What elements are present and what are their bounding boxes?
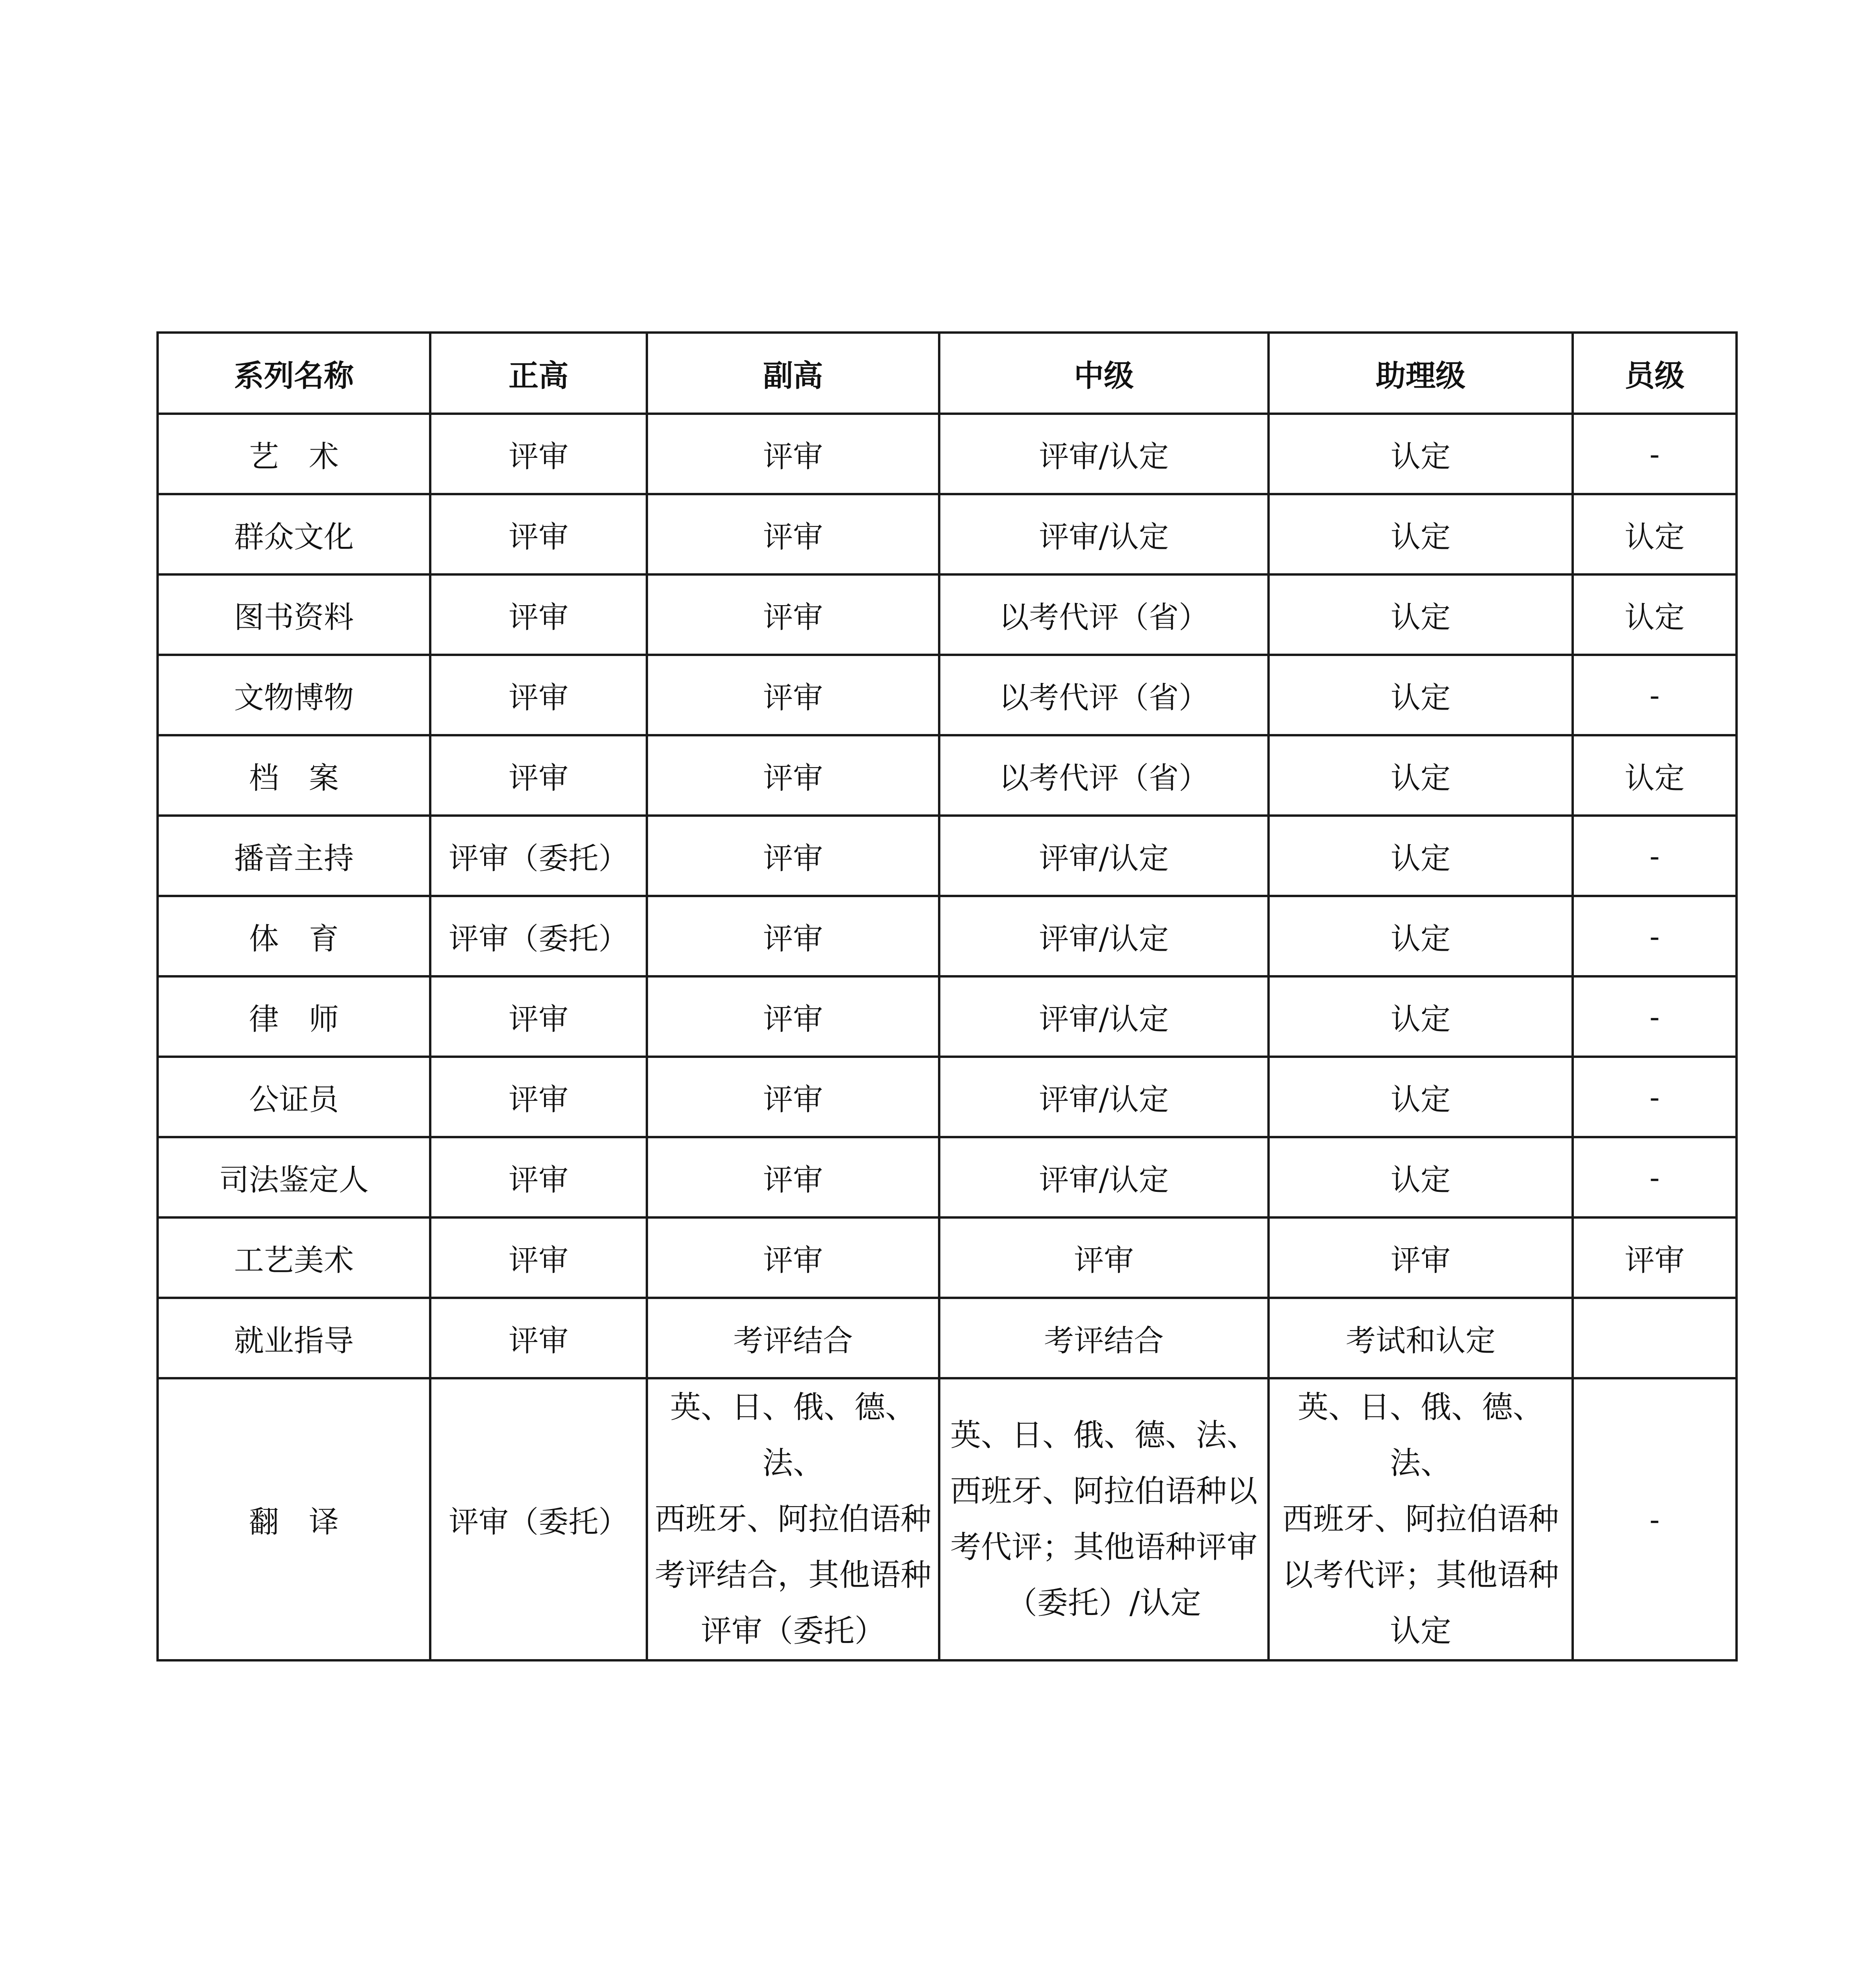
table-row bbox=[158, 896, 1737, 976]
table-row bbox=[158, 494, 1737, 574]
cell-series-name: 律 师 bbox=[158, 976, 430, 1057]
cell-junior: - bbox=[1573, 1137, 1737, 1217]
cell-senior: 评审（委托） bbox=[430, 816, 647, 896]
cell-assistant: 考试和认定 bbox=[1269, 1298, 1573, 1378]
cell-assistant: 认定 bbox=[1269, 1137, 1573, 1217]
cell-associate-senior: 评审 bbox=[647, 1057, 939, 1137]
table-row bbox=[158, 574, 1737, 655]
cell-series-name: 司法鉴定人 bbox=[158, 1137, 430, 1217]
table-row bbox=[158, 1057, 1737, 1137]
cell-senior: 评审 bbox=[430, 1057, 647, 1137]
cell-associate-senior: 评审 bbox=[647, 574, 939, 655]
cell-assistant: 认定 bbox=[1269, 896, 1573, 976]
cell-series-name: 工艺美术 bbox=[158, 1217, 430, 1298]
cell-junior: - bbox=[1573, 1057, 1737, 1137]
cell-senior: 评审 bbox=[430, 1137, 647, 1217]
cell-series-name: 翻 译 bbox=[158, 1378, 430, 1660]
cell-senior: 评审 bbox=[430, 655, 647, 735]
cell-senior: 评审 bbox=[430, 735, 647, 816]
cell-series-name: 艺 术 bbox=[158, 414, 430, 494]
cell-intermediate: 评审 bbox=[939, 1217, 1269, 1298]
cell-assistant: 认定 bbox=[1269, 574, 1573, 655]
table-row bbox=[158, 655, 1737, 735]
cell-assistant: 认定 bbox=[1269, 1057, 1573, 1137]
cell-series-name: 播音主持 bbox=[158, 816, 430, 896]
cell-associate-senior: 评审 bbox=[647, 816, 939, 896]
cell-intermediate: 以考代评（省） bbox=[939, 574, 1269, 655]
cell-assistant: 认定 bbox=[1269, 494, 1573, 574]
cell-junior: 认定 bbox=[1573, 574, 1737, 655]
cell-junior: - bbox=[1573, 896, 1737, 976]
cell-intermediate: 评审/认定 bbox=[939, 494, 1269, 574]
cell-associate-senior: 评审 bbox=[647, 494, 939, 574]
cell-junior: 评审 bbox=[1573, 1217, 1737, 1298]
cell-series-name: 公证员 bbox=[158, 1057, 430, 1137]
cell-associate-senior: 评审 bbox=[647, 414, 939, 494]
cell-associate-senior: 评审 bbox=[647, 896, 939, 976]
cell-senior: 评审（委托） bbox=[430, 1378, 647, 1660]
cell-series-name: 就业指导 bbox=[158, 1298, 430, 1378]
cell-senior: 评审 bbox=[430, 1298, 647, 1378]
header-senior: 正高 bbox=[430, 333, 647, 414]
table-header-row bbox=[158, 333, 1737, 414]
cell-junior: 认定 bbox=[1573, 735, 1737, 816]
cell-junior bbox=[1573, 1298, 1737, 1378]
cell-assistant: 认定 bbox=[1269, 414, 1573, 494]
table-row bbox=[158, 1298, 1737, 1378]
cell-associate-senior: 评审 bbox=[647, 655, 939, 735]
cell-associate-senior: 考评结合 bbox=[647, 1298, 939, 1378]
cell-junior: - bbox=[1573, 816, 1737, 896]
cell-associate-senior: 评审 bbox=[647, 735, 939, 816]
table-row bbox=[158, 414, 1737, 494]
cell-senior: 评审 bbox=[430, 414, 647, 494]
cell-series-name: 体 育 bbox=[158, 896, 430, 976]
cell-intermediate: 以考代评（省） bbox=[939, 735, 1269, 816]
header-assistant: 助理级 bbox=[1269, 333, 1573, 414]
cell-assistant: 评审 bbox=[1269, 1217, 1573, 1298]
cell-junior: 认定 bbox=[1573, 494, 1737, 574]
cell-series-name: 文物博物 bbox=[158, 655, 430, 735]
cell-junior: - bbox=[1573, 414, 1737, 494]
qualification-table bbox=[156, 331, 1738, 1661]
cell-intermediate: 以考代评（省） bbox=[939, 655, 1269, 735]
cell-assistant: 认定 bbox=[1269, 976, 1573, 1057]
cell-junior: - bbox=[1573, 655, 1737, 735]
cell-intermediate: 评审/认定 bbox=[939, 816, 1269, 896]
header-junior: 员级 bbox=[1573, 333, 1737, 414]
cell-intermediate: 评审/认定 bbox=[939, 976, 1269, 1057]
table-row bbox=[158, 816, 1737, 896]
cell-senior: 评审 bbox=[430, 976, 647, 1057]
cell-junior: - bbox=[1573, 1378, 1737, 1660]
cell-associate-senior: 英、日、俄、德、法、 西班牙、阿拉伯语种 考评结合，其他语种 评审（委托） bbox=[647, 1378, 939, 1660]
table-row bbox=[158, 1217, 1737, 1298]
cell-assistant: 英、日、俄、德、法、 西班牙、阿拉伯语种 以考代评；其他语种 认定 bbox=[1269, 1378, 1573, 1660]
cell-senior: 评审（委托） bbox=[430, 896, 647, 976]
cell-intermediate: 考评结合 bbox=[939, 1298, 1269, 1378]
cell-associate-senior: 评审 bbox=[647, 976, 939, 1057]
cell-assistant: 认定 bbox=[1269, 735, 1573, 816]
header-intermediate: 中级 bbox=[939, 333, 1269, 414]
cell-senior: 评审 bbox=[430, 574, 647, 655]
table-row bbox=[158, 1137, 1737, 1217]
cell-intermediate: 评审/认定 bbox=[939, 1137, 1269, 1217]
cell-series-name: 群众文化 bbox=[158, 494, 430, 574]
table-row bbox=[158, 1378, 1737, 1660]
cell-junior: - bbox=[1573, 976, 1737, 1057]
table-row bbox=[158, 735, 1737, 816]
cell-assistant: 认定 bbox=[1269, 655, 1573, 735]
cell-intermediate: 评审/认定 bbox=[939, 414, 1269, 494]
cell-senior: 评审 bbox=[430, 1217, 647, 1298]
cell-assistant: 认定 bbox=[1269, 816, 1573, 896]
cell-series-name: 图书资料 bbox=[158, 574, 430, 655]
header-series-name: 系列名称 bbox=[158, 333, 430, 414]
cell-senior: 评审 bbox=[430, 494, 647, 574]
cell-series-name: 档 案 bbox=[158, 735, 430, 816]
header-associate-senior: 副高 bbox=[647, 333, 939, 414]
cell-intermediate: 评审/认定 bbox=[939, 1057, 1269, 1137]
cell-intermediate: 英、日、俄、德、法、 西班牙、阿拉伯语种以 考代评；其他语种评审 （委托）/认定 bbox=[939, 1378, 1269, 1660]
cell-intermediate: 评审/认定 bbox=[939, 896, 1269, 976]
table-row bbox=[158, 976, 1737, 1057]
cell-associate-senior: 评审 bbox=[647, 1217, 939, 1298]
cell-associate-senior: 评审 bbox=[647, 1137, 939, 1217]
